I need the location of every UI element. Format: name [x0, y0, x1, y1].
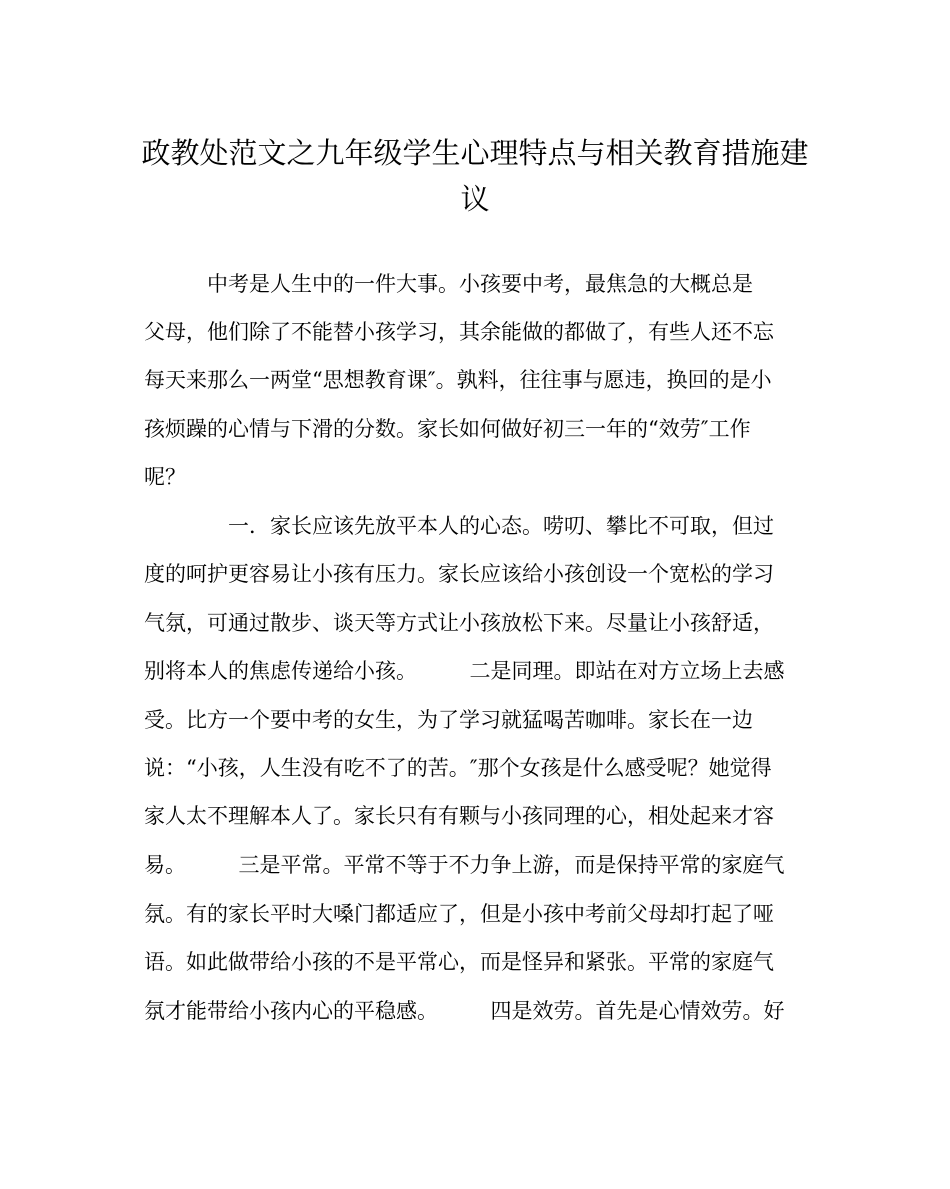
document-title-line-2: 议: [460, 182, 490, 216]
body-line: 呢？: [144, 465, 186, 489]
body-line: 家人太不理解本人了。家长只有有颗与小孩同理的心，相处起来才容: [144, 804, 774, 828]
document-title-line-1: 政教处范文之九年级学生心理特点与相关教育措施建: [141, 136, 809, 170]
body-line: 受。比方一个要中考的女生，为了学习就猛喝苦咖啡。家长在一边: [144, 708, 753, 732]
body-line: 说：“小孩，人生没有吃不了的苦。″那个女孩是什么感受呢？她觉得: [144, 756, 772, 780]
body-line: 父母，他们除了不能替小孩学习，其余能做的都做了，有些人还不忘: [144, 320, 774, 344]
body-line: 别将本人的焦虑传递给小孩。 二是同理。即站在对方立场上去感: [144, 659, 785, 683]
body-line: 中考是人生中的一件大事。小孩要中考，最焦急的大概总是: [144, 272, 753, 296]
body-line: 孩烦躁的心情与下滑的分数。家长如何做好初三一年的“效劳″工作: [144, 417, 751, 441]
body-line: 语。如此做带给小孩的不是平常心，而是怪异和紧张。平常的家庭气: [144, 950, 774, 974]
body-line: 一．家长应该先放平本人的心态。唠叨、攀比不可取，但过: [144, 514, 774, 538]
body-line: 度的呵护更容易让小孩有压力。家长应该给小孩创设一个宽松的学习: [144, 562, 774, 586]
body-line: 气氛，可通过散步、谈天等方式让小孩放松下来。尽量让小孩舒适，: [144, 611, 774, 635]
body-line: 易。 三是平常。平常不等于不力争上游，而是保持平常的家庭气: [144, 853, 785, 877]
body-line: 氛。有的家长平时大嗓门都适应了，但是小孩中考前父母却打起了哑: [144, 902, 774, 926]
body-line: 氛才能带给小孩内心的平稳感。 四是效劳。首先是心情效劳。好: [144, 999, 785, 1023]
body-line: 每天来那么一两堂“思想教育课″。孰料，往往事与愿违，换回的是小: [144, 368, 772, 392]
